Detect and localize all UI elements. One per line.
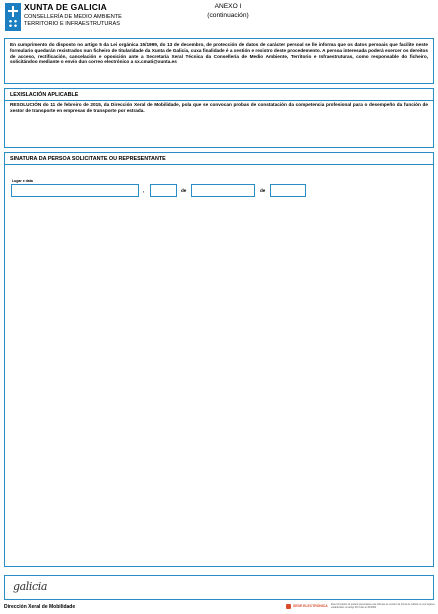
department-line-2: TERRITORIO E INFRAESTRUTURAS — [24, 20, 120, 27]
legislation-box — [4, 88, 434, 148]
xunta-shield-icon — [5, 3, 21, 31]
department-line-1: CONSELLERÍA DE MEDIO AMBIENTE — [24, 14, 122, 20]
legislation-title: LEXISLACIÓN APLICABLE — [10, 92, 79, 98]
document-header — [0, 0, 438, 36]
footer-sede — [286, 603, 436, 613]
sede-electronica-icon — [286, 604, 291, 609]
annex-subtitle: (continuación) — [207, 11, 249, 19]
galicia-logo: galicia — [13, 580, 48, 593]
month-field[interactable] — [191, 184, 255, 197]
signature-divider — [5, 164, 433, 165]
signature-title: SINATURA DA PERSOA SOLICITANTE OU REPRESENTANTE — [10, 156, 166, 162]
footer-department: Dirección Xeral de Mobilidade — [4, 604, 76, 610]
annex-title: ANEXO I — [214, 3, 242, 10]
de-separator-2: de — [260, 188, 266, 193]
year-field[interactable] — [270, 184, 306, 197]
legislation-text: RESOLUCIÓN do 11 de febreiro de 2015, da Dirección Xeral de Mobilidade, pola que se convocan probas de constatación da competencia profesional para o desempeño da función de xestor de transporte en empresas de transporte por estrada. — [10, 102, 428, 113]
de-separator-1: de — [181, 188, 187, 193]
department-name — [24, 14, 122, 27]
day-field[interactable] — [150, 184, 177, 197]
privacy-notice-box — [4, 38, 434, 84]
legislation-divider — [5, 100, 433, 101]
org-name: XUNTA DE GALICIA — [24, 2, 108, 12]
place-date-label: Lugar e data — [12, 179, 33, 183]
galicia-brand-box — [4, 575, 434, 600]
signature-box — [4, 152, 434, 567]
place-field[interactable] — [11, 184, 139, 197]
sede-label: SEDE ELECTRÓNICA — [293, 604, 328, 608]
annex-heading — [188, 3, 268, 20]
comma-separator: , — [143, 188, 145, 193]
sede-note: Este formulario só poderá presentarse nas oficinas de rexistro da Xunta de Galicia ou nos lugares establecidos no artigo 38.4 da Lei 30/1992 — [331, 603, 435, 609]
privacy-notice-text: En cumprimento do disposto no artigo 5 da Lei orgánica 15/1999, do 13 de decembro, de protección de datos de carácter persoal se lle informa que os datos persoais que facilite neste formulario quedarán rexistrados nun ficheiro de titularidade da Xunta de Galicia, cuxa finalidade é a xestión e rexistro deste procedemento. A persoa interesada poderá exercer os dereitos de acceso, rectificación, cancelación e oposición ante a Secretaría Xeral Técnica da Consellería de Medio Ambiente, Territorio e Infraestruturas, como responsable do ficheiro, solicitándoo mediante o envío dun correo electrónico a sx.cmati@xunta.es — [10, 42, 429, 65]
